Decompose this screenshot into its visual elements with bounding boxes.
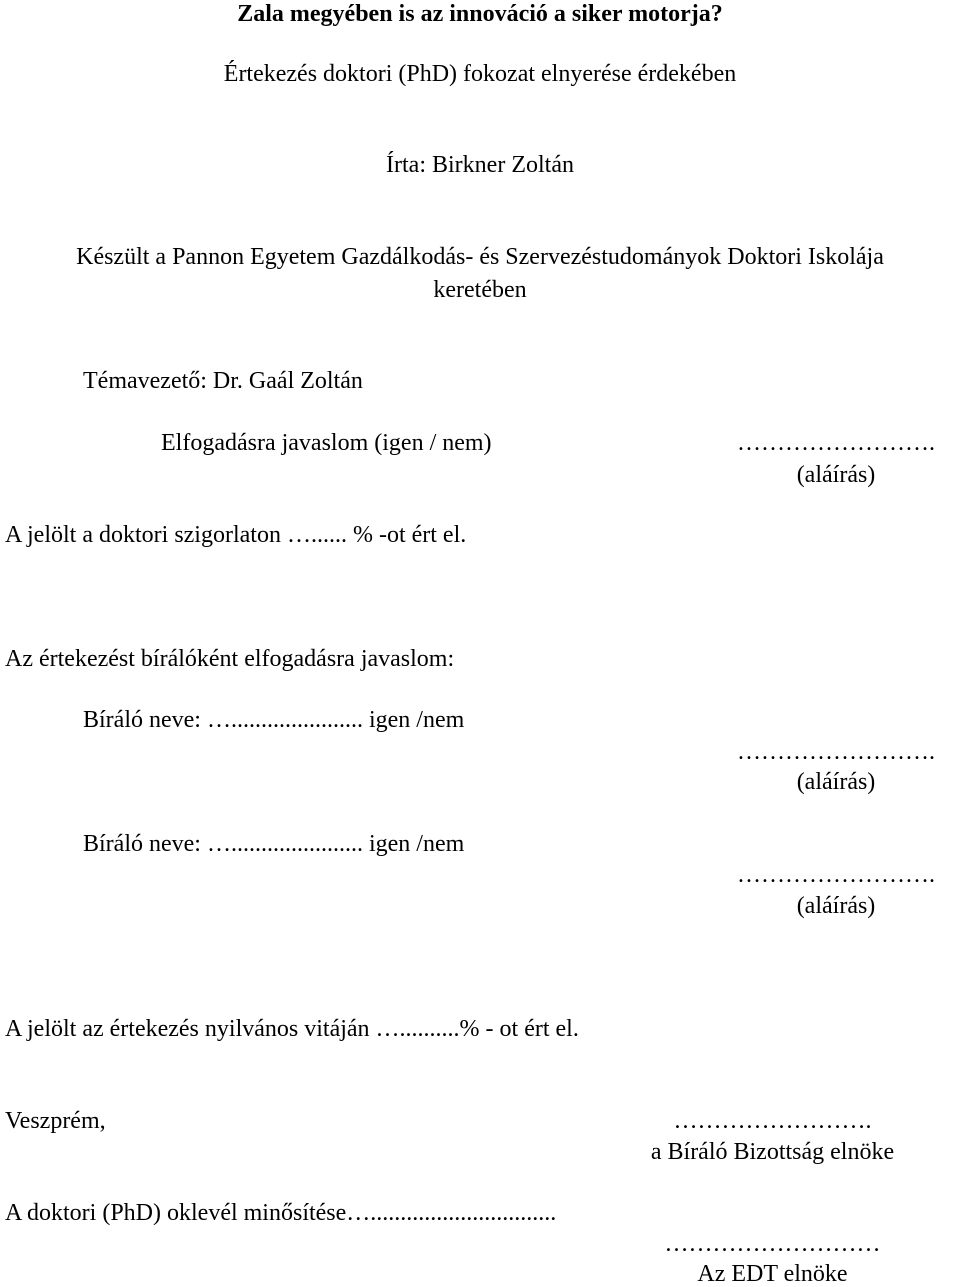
committee-chair-label: a Bíráló Bizottság elnöke [650,1139,895,1165]
supervisor-recommendation: Elfogadásra javaslom (igen / nem) [161,430,492,456]
exam-result-line: A jelölt a doktori szigorlaton …...... % -ot ért el. [5,522,467,548]
supervisor-line: Témavezető: Dr. Gaál Zoltán [83,368,363,394]
reviewer-2-line: Bíráló neve: …...................... igen /nem [83,831,465,857]
institution-line-2: keretében [433,277,527,303]
author-line: Írta: Birkner Zoltán [386,152,574,178]
institution-line-1: Készült a Pannon Egyetem Gazdálkodás- és Szervezéstudományok Doktori Iskolája [76,244,884,270]
reviewers-intro: Az értekezést bírálóként elfogadásra javaslom: [5,646,455,672]
supervisor-signature-label: (aláírás) [796,462,876,488]
reviewer-1-line: Bíráló neve: …...................... igen /nem [83,707,465,733]
place-label: Veszprém, [5,1108,106,1134]
document-subtitle: Értekezés doktori (PhD) fokozat elnyerése érdekében [223,61,737,87]
committee-signature-line: ……………………. [673,1108,872,1134]
supervisor-signature-line: ……………………. [737,430,935,456]
document-title: Zala megyében is az innováció a siker motorja? [237,1,723,27]
diploma-grade-line: A doktori (PhD) oklevél minősítése…............................... [5,1200,557,1226]
reviewer-2-signature-label: (aláírás) [796,893,876,919]
reviewer-2-signature-line: ……………………. [737,862,935,888]
edt-signature-line: ……………………… [664,1231,881,1257]
edt-chair-label: Az EDT elnöke [697,1261,848,1287]
defense-result-line: A jelölt az értekezés nyilvános vitáján …..........% - ot ért el. [5,1016,579,1042]
reviewer-1-signature-line: ……………………. [737,739,935,765]
reviewer-1-signature-label: (aláírás) [796,769,876,795]
